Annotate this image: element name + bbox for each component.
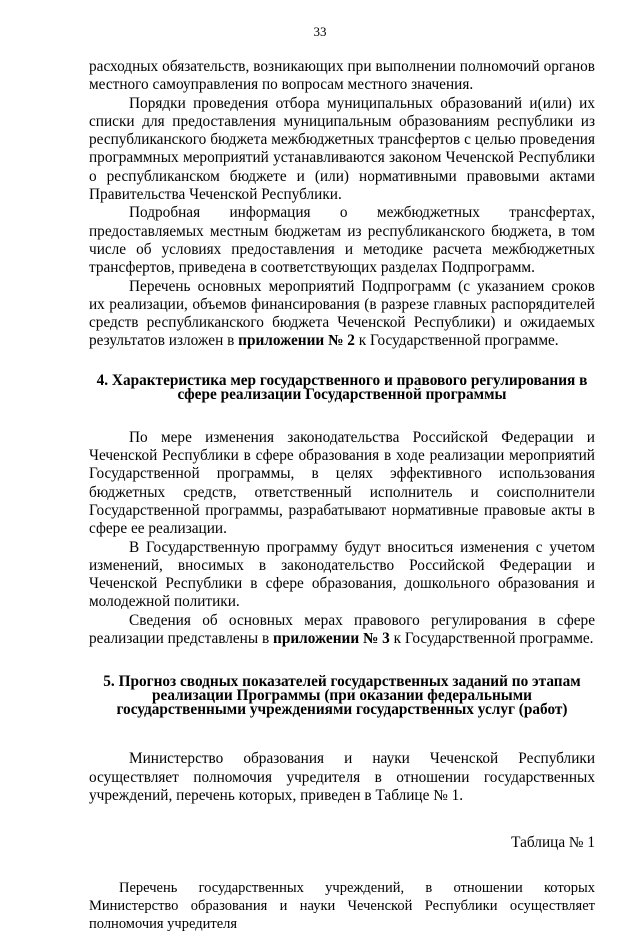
- table-label: Таблица № 1: [511, 834, 595, 852]
- paragraph-text: Сведения об основных мерах правового регулирования в сфере реализации представлены в: [89, 611, 595, 648]
- paragraph-text: к Государственной программе.: [354, 332, 559, 350]
- appendix-reference: приложении № 3: [273, 630, 390, 648]
- heading-line: сфере реализации Государственной программы: [177, 385, 507, 403]
- heading-line: 4. Характеристика мер государственного и правового регулирования в: [96, 371, 588, 389]
- paragraph: Порядки проведения отбора муниципальных образований и(или) их списки для предоставления муниципальным образованиям республики из республиканского бюджета межбюджетных трансфертов с целью проведения программных мероприятий устанавливаются законом Чеченской Республики о республиканском бюджете и (или) нормативными правовыми актами Правительства Чеченской Республики.: [89, 94, 595, 204]
- paragraph-appendix-2: [89, 278, 595, 351]
- page-number: 33: [313, 24, 327, 39]
- paragraph-text: к Государственной программе.: [389, 630, 594, 648]
- paragraph-text: Перечень основных мероприятий Подпрограмм (с указанием сроков их реализации, объемов финансирования (в разрезе главных распорядителей средств республиканского бюджета Чеченской Республики) и ожидаемых результатов изложен в: [89, 277, 595, 350]
- paragraph: В Государственную программу будут вноситься изменения с учетом изменений, вносимых в законодательство Российской Федерации и Чеченской Республики в сфере образования, дошкольного образования и молодежной политики.: [89, 538, 595, 611]
- document-body: [89, 58, 595, 933]
- heading-line: реализации Программы (при оказании федеральными: [152, 687, 532, 705]
- paragraph: расходных обязательств, возникающих при выполнении полномочий органов местного самоуправления по вопросам местного значения.: [89, 58, 595, 94]
- paragraph: Подробная информация о межбюджетных трансфертах, предоставляемых местным бюджетам из республиканского бюджета, в том числе об условиях предоставления и методике расчета межбюджетных трансфертов, приведена в соответствующих разделах Подпрограмм.: [89, 204, 595, 277]
- table-caption: Перечень государственных учреждений, в отношении которых Министерство образования и науки Чеченской Республики осуществляет полномочия учредителя: [89, 879, 595, 932]
- section-5-heading: [89, 675, 595, 717]
- paragraph: Министерство образования и науки Чеченской Республики осуществляет полномочия учредителя в отношении государственных учреждений, перечень которых, приведен в Таблице № 1.: [89, 750, 595, 804]
- paragraph: По мере изменения законодательства Российской Федерации и Чеченской Республики в сфере образования в ходе реализации мероприятий Государственной программы, в целях эффективного использования бюджетных средств, ответственный исполнитель и соисполнители Государственной программы, разрабатывают нормативные правовые акты в сфере ее реализации.: [89, 428, 595, 538]
- appendix-reference: приложении № 2: [238, 332, 355, 350]
- heading-line: государственными учреждениями государственных услуг (работ): [116, 701, 568, 719]
- paragraph-appendix-3: [89, 612, 595, 649]
- section-4-heading: [89, 371, 595, 403]
- heading-line: 5. Прогноз сводных показателей государственных заданий по этапам: [103, 673, 581, 691]
